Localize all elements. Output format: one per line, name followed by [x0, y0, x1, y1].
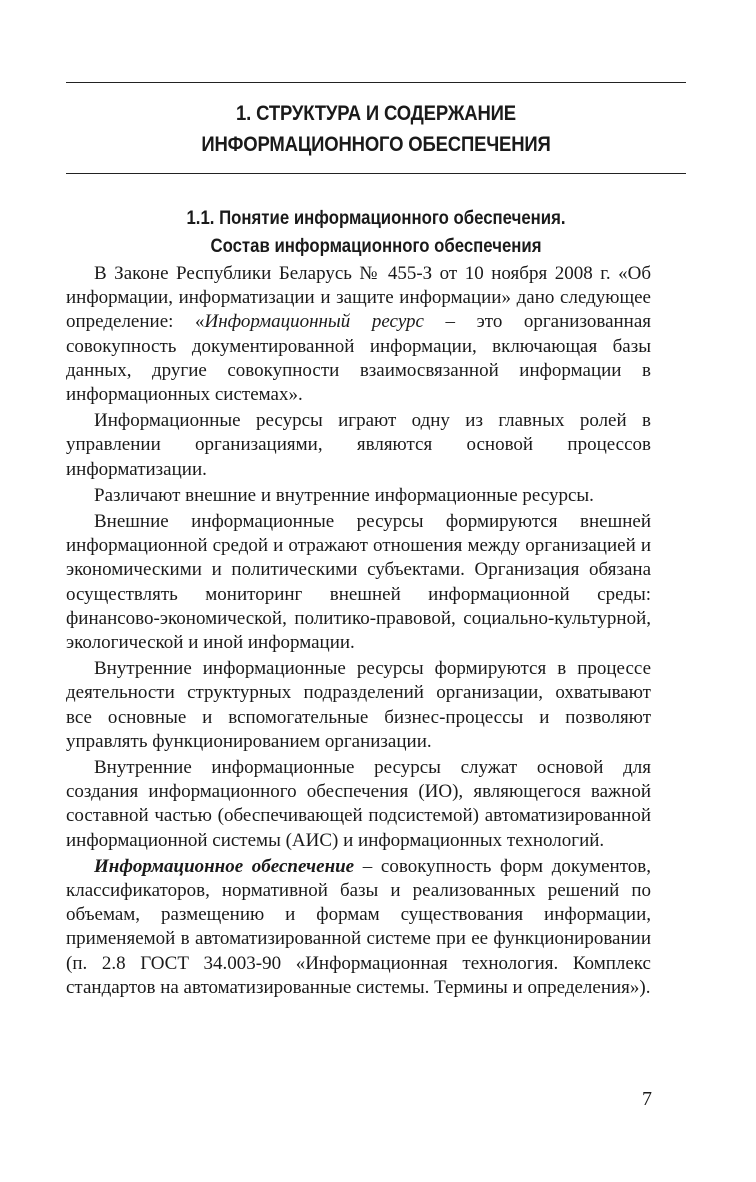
- term-information-resource: Информационный ресурс: [204, 311, 424, 333]
- bottom-rule: [66, 173, 686, 174]
- term-information-support: Информационное обеспечение: [94, 855, 355, 877]
- paragraph-1: [66, 262, 651, 407]
- page-number: 7: [642, 1088, 652, 1110]
- chapter-title-line-1: 1. СТРУКТУРА И СОДЕРЖАНИЕ: [236, 101, 516, 125]
- paragraph-5: Внутренние информационные ресурсы формируются в процессе деятельности структурных подразделений организации, охватывают все основные и вспомогательные бизнес-процессы и позволяют управлять функционированием организации.: [66, 658, 651, 752]
- paragraph-7: [66, 855, 651, 1000]
- section-title-line-2: Состав информационного обеспечения: [210, 235, 542, 257]
- chapter-title: [109, 98, 642, 160]
- paragraph-4: Внешние информационные ресурсы формируются внешней информационной средой и отражают отношения между организацией и экономическими и политическими субъектами. Организация обязана осуществлять мониторинг внешней информационной среды: финансово-экономической, политико-правовой, социально-культурной, экологической и иной информации.: [66, 511, 651, 654]
- paragraph-2: Информационные ресурсы играют одну из главных ролей в управлении организациями, являются основой процессов информатизации.: [66, 410, 651, 480]
- paragraph-6: Внутренние информационные ресурсы служат основой для создания информационного обеспечения (ИО), являющегося важной составной частью (обеспечивающей подсистемой) автоматизированной информационной системы (АИС) и информационных технологий.: [66, 757, 651, 851]
- paragraph-3: Различают внешние и внутренние информационные ресурсы.: [94, 484, 594, 506]
- paragraph-1-definition: – это организованная совокупность документированной информации, включающая базы данных, другие совокупности взаимосвязанной информации в информационных системах».: [66, 311, 652, 406]
- paragraph-1-intro: В Законе Республики Беларусь № 455-З от 10 ноября 2008 г. «Об информации, информатизации и защите информации» дано следующее определение: «: [66, 263, 651, 333]
- paragraph-7-definition: – совокупность форм документов, классификаторов, нормативной базы и реализованных решений по объемам, размещению и формам существования информации, применяемой в автоматизированной системе при ее функционировании (п. 2.8 ГОСТ 34.003-90 «Информационная технология. Комплекс стандартов на автоматизированные системы. Термины и определения»).: [66, 855, 651, 998]
- top-rule: [66, 82, 686, 83]
- chapter-title-line-2: ИНФОРМАЦИОННОГО ОБЕСПЕЧЕНИЯ: [201, 132, 551, 156]
- section-title-line-1: 1.1. Понятие информационного обеспечения.: [186, 207, 566, 229]
- body-text: [66, 262, 651, 1000]
- section-title: [109, 204, 642, 260]
